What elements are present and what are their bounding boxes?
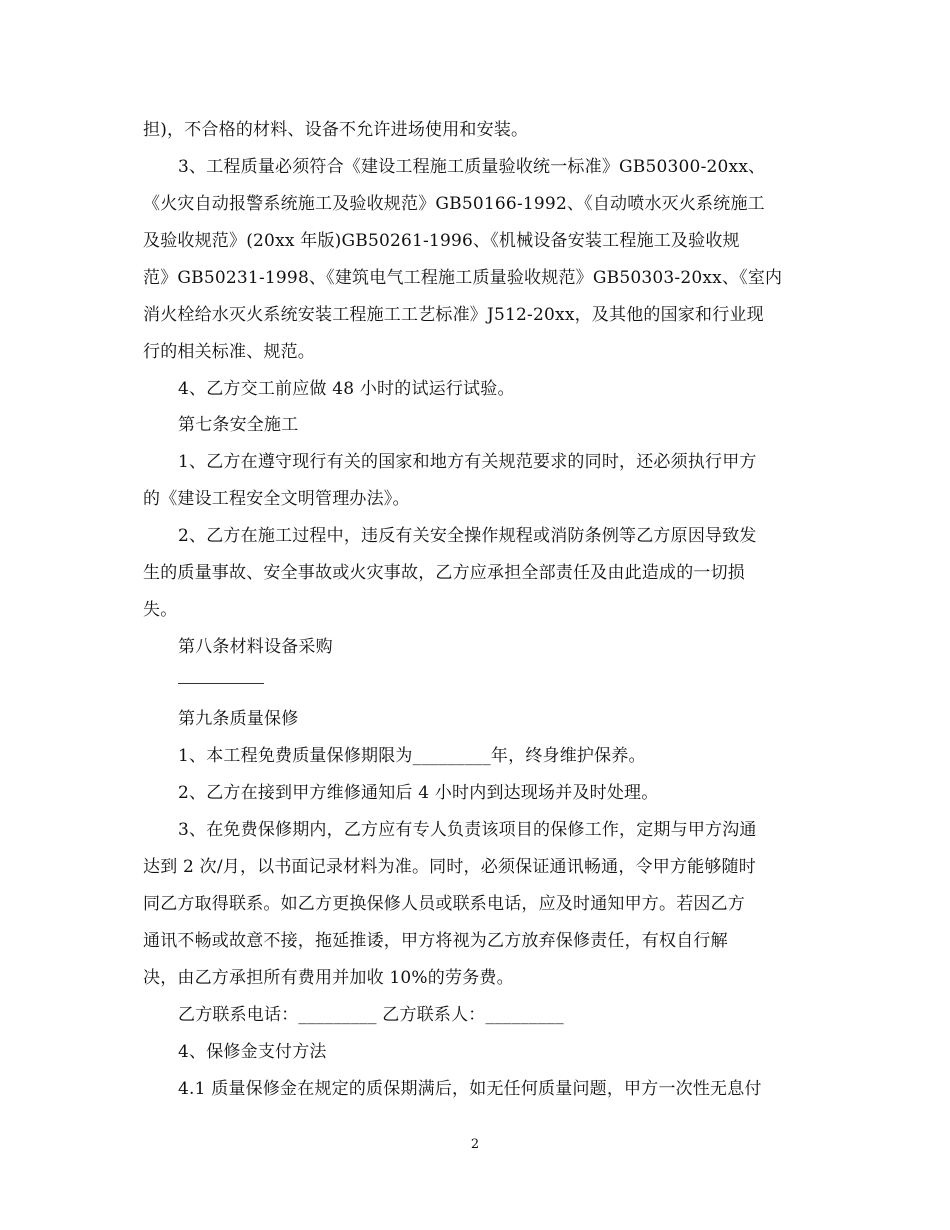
section-heading: 4、保修金支付方法 bbox=[178, 1042, 327, 1062]
body-line: 通讯不畅或故意不接，拖延推诿，甲方将视为乙方放弃保修责任，有权自行解 bbox=[143, 931, 728, 951]
body-line: 失。 bbox=[143, 600, 178, 620]
body-line: 3、工程质量必须符合《建设工程施工质量验收统一标准》GB50300-20xx、 bbox=[178, 157, 766, 177]
body-line: 同乙方取得联系。如乙方更换保修人员或联系电话，应及时通知甲方。若因乙方 bbox=[143, 894, 745, 914]
body-line: 1、本工程免费质量保修期限为_________年，终身维护保养。 bbox=[178, 746, 646, 766]
body-line: 达到 2 次/月，以书面记录材料为准。同时，必须保证通讯畅通，令甲方能够随时 bbox=[143, 857, 756, 877]
body-line: 2、乙方在施工过程中，违反有关安全操作规程或消防条例等乙方原因导致发 bbox=[178, 526, 757, 546]
section-heading: 第九条质量保修 bbox=[178, 709, 299, 729]
body-line: 1、乙方在遵守现行有关的国家和地方有关规范要求的同时，还必须执行甲方 bbox=[178, 452, 757, 472]
contact-line: 乙方联系电话：_________ 乙方联系人：_________ bbox=[178, 1005, 564, 1025]
section-heading: 第八条材料设备采购 bbox=[178, 637, 333, 657]
body-line: 行的相关标准、规范。 bbox=[143, 342, 315, 362]
section-heading: 第七条安全施工 bbox=[178, 415, 299, 435]
body-line: 3、在免费保修期内，乙方应有专人负责该项目的保修工作，定期与甲方沟通 bbox=[178, 820, 757, 840]
body-line: 2、乙方在接到甲方维修通知后 4 小时内到达现场并及时处理。 bbox=[178, 783, 659, 803]
fill-in-blank-line bbox=[178, 683, 264, 684]
page-number: 2 bbox=[470, 1137, 480, 1152]
body-line: 生的质量事故、安全事故或火灾事故，乙方应承担全部责任及由此造成的一切损 bbox=[143, 563, 745, 583]
body-line: 决，由乙方承担所有费用并加收 10%的劳务费。 bbox=[143, 968, 514, 988]
body-line: 《火灾自动报警系统施工及验收规范》GB50166-1992、《自动喷水灭火系统施工 bbox=[143, 194, 765, 214]
body-line: 及验收规范》(20xx 年版)GB50261-1996、《机械设备安装工程施工及验收规 bbox=[143, 231, 740, 251]
body-line: 的《建设工程安全文明管理办法》。 bbox=[143, 489, 410, 509]
body-line: 4、乙方交工前应做 48 小时的试运行试验。 bbox=[178, 379, 515, 399]
body-line: 消火栓给水灭火系统安装工程施工工艺标准》J512-20xx，及其他的国家和行业现 bbox=[143, 305, 764, 325]
body-line: 4.1 质量保修金在规定的质保期满后，如无任何质量问题，甲方一次性无息付 bbox=[178, 1079, 762, 1099]
body-line: 担)，不合格的材料、设备不允许进场使用和安装。 bbox=[143, 120, 529, 140]
body-line: 范》GB50231-1998、《建筑电气工程施工质量验收规范》GB50303-20xx、《室内 bbox=[143, 268, 783, 288]
